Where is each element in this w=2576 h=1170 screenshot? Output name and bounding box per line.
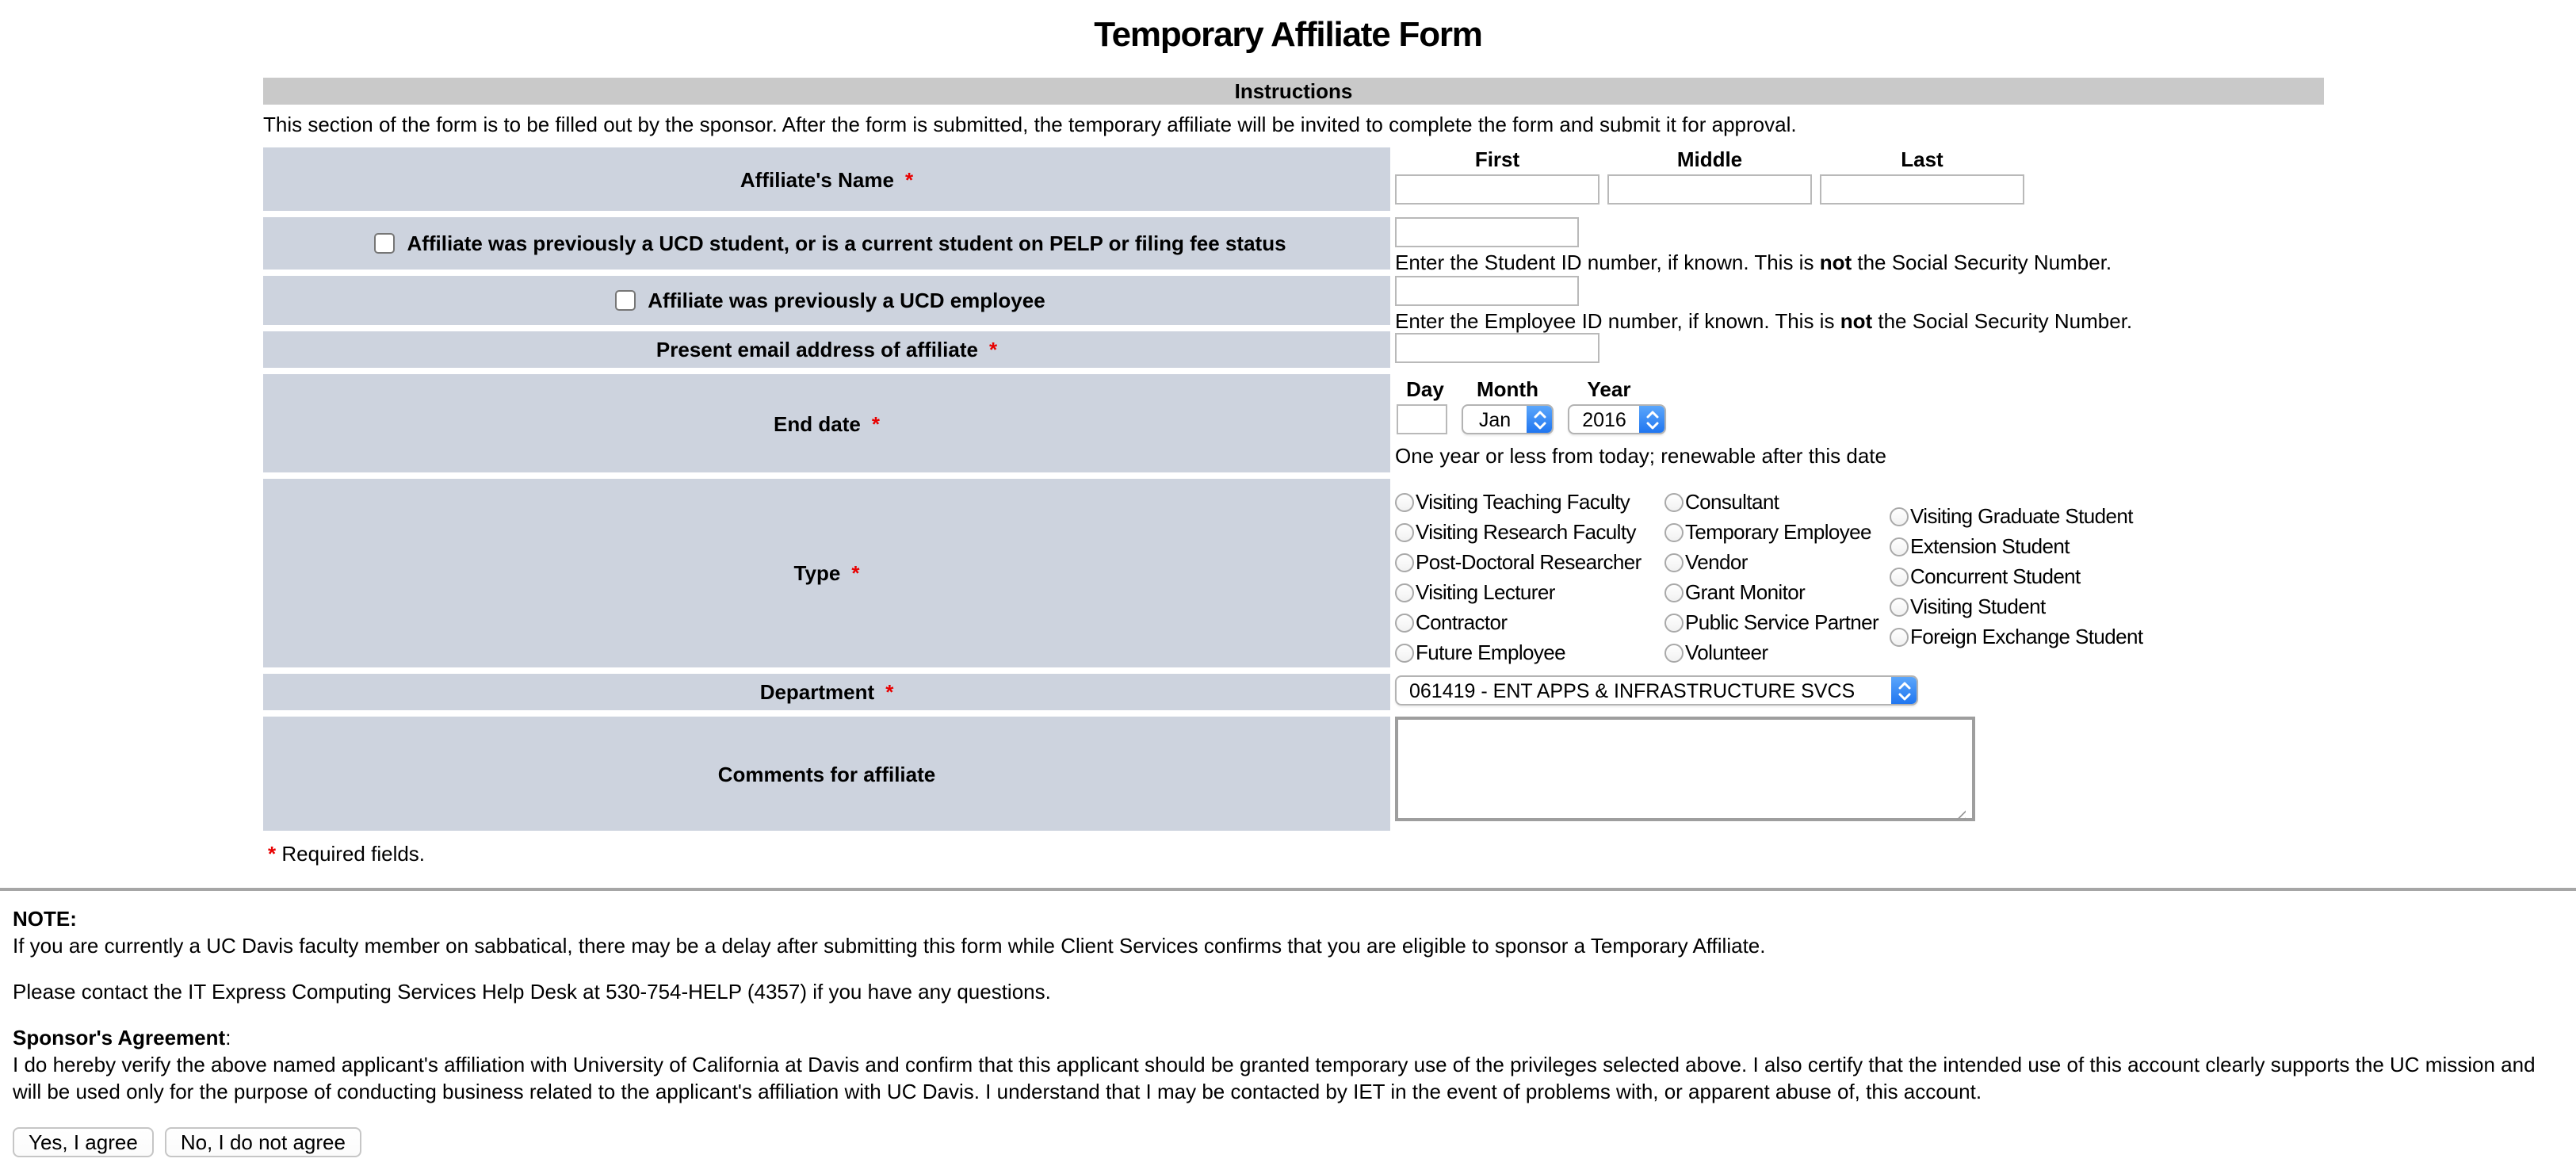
radio-temporary-employee[interactable]: [1664, 522, 1684, 541]
end-date-caption: One year or less from today; renewable after this date: [1395, 444, 1886, 468]
radio-public-service-partner[interactable]: [1664, 613, 1684, 632]
agreement-body: I do hereby verify the above named applicant's affiliation with University of California at Davis and confirm that this applicant should be granted temporary use of the privileges selected above. I also certify that the intended use of this account clearly supports the UC mission and will be used only for the purpose of conducting business related to the applicant's affiliation with UC Davis. I understand that I may be contacted by IET in the event of problems with, or apparent abuse of, this account.: [13, 1053, 2536, 1103]
required-asterisk: *: [885, 680, 894, 704]
radio-contractor[interactable]: [1395, 613, 1414, 632]
end-date-headers: [1393, 374, 2324, 401]
required-fields-note: * Required fields.: [268, 842, 426, 866]
radio-visiting-teaching-faculty[interactable]: [1395, 492, 1414, 511]
instructions-header: Instructions: [1234, 79, 1353, 103]
first-name-column: [1393, 147, 1601, 205]
ucd-employee-label-cell: [263, 276, 1390, 325]
end-date-label-cell: [263, 374, 1390, 472]
first-name-header: First: [1474, 147, 1520, 171]
student-id-input[interactable]: [1395, 217, 1579, 247]
type-label-cell: [263, 479, 1390, 667]
student-id-help: Enter the Student ID number, if known. This is not the Social Security Number.: [1395, 250, 2112, 274]
select-stepper-icon: [1527, 406, 1552, 433]
type-column-3: Visiting Graduate Student Extension Student Concurrent Student Visiting Student Foreign Exchange Student: [1890, 501, 2143, 652]
radio-vendor[interactable]: [1664, 552, 1684, 572]
radio-concurrent-student[interactable]: [1890, 567, 1909, 586]
agree-button[interactable]: Yes, I agree: [13, 1127, 154, 1157]
month-select[interactable]: [1462, 404, 1554, 434]
year-select[interactable]: [1568, 404, 1666, 434]
email-label: Present email address of affiliate: [655, 338, 978, 361]
agreement-heading: Sponsor's Agreement: [13, 1026, 226, 1050]
last-name-input[interactable]: [1820, 174, 2024, 205]
instructions-text: This section of the form is to be filled out by the sponsor. After the form is submitted, the temporary affiliate will be invited to complete the form and submit it for approval.: [263, 113, 1797, 136]
radio-extension-student[interactable]: [1890, 537, 1909, 556]
radio-grant-monitor[interactable]: [1664, 583, 1684, 602]
email-input[interactable]: [1395, 333, 1599, 363]
employee-id-cell: [1393, 276, 2324, 333]
section-divider: [0, 888, 2576, 891]
contact-text: Please contact the IT Express Computing Services Help Desk at 530-754-HELP (4357) if you have any questions.: [13, 980, 1051, 1004]
day-header: Day: [1406, 377, 1444, 401]
ucd-employee-label: Affiliate was previously a UCD employee: [648, 289, 1045, 312]
student-checkbox[interactable]: [373, 233, 394, 254]
end-date-label: End date: [774, 411, 861, 435]
required-asterisk: *: [268, 842, 277, 866]
affiliate-name-label-cell: [263, 147, 1390, 211]
employee-checkbox[interactable]: [614, 290, 635, 311]
year-header: Year: [1587, 377, 1631, 401]
select-stepper-icon: [1639, 406, 1664, 433]
comments-label: Comments for affiliate: [717, 762, 936, 786]
note-heading: NOTE:: [13, 907, 77, 931]
select-stepper-icon: [1891, 677, 1917, 704]
student-id-cell: [1393, 217, 2324, 274]
month-header: Month: [1477, 377, 1538, 401]
end-date-cell: [1393, 374, 2324, 472]
radio-foreign-exchange-student[interactable]: [1890, 627, 1909, 646]
radio-visiting-lecturer[interactable]: [1395, 583, 1414, 602]
department-select[interactable]: [1395, 675, 1918, 705]
radio-post-doctoral-researcher[interactable]: [1395, 552, 1414, 572]
department-select-cell: [1393, 674, 2324, 710]
radio-future-employee[interactable]: [1395, 643, 1414, 662]
comments-cell: [1393, 717, 2324, 831]
radio-visiting-graduate-student[interactable]: [1890, 507, 1909, 526]
comments-label-cell: [263, 717, 1390, 831]
required-asterisk: *: [851, 561, 860, 585]
email-row: [263, 331, 2324, 368]
ucd-student-label-cell: [263, 217, 1390, 270]
middle-name-header: Middle: [1676, 147, 1743, 171]
affiliate-form: [263, 78, 2324, 831]
required-asterisk: *: [871, 411, 880, 435]
affiliate-name-row: [263, 147, 2324, 211]
last-name-header: Last: [1901, 147, 1943, 171]
type-column-1: Visiting Teaching Faculty Visiting Research Faculty Post-Doctoral Researcher Visiting Lecturer Contractor Future Employee: [1395, 487, 1642, 667]
employee-id-input[interactable]: [1395, 276, 1579, 306]
month-select-value: Jan: [1478, 408, 1512, 430]
type-options-cell: [1393, 479, 2324, 667]
first-name-input[interactable]: [1395, 174, 1599, 205]
required-asterisk: *: [904, 167, 914, 191]
type-row: [263, 479, 2324, 667]
ucd-student-label: Affiliate was previously a UCD student, or is a current student on PELP or filing fee status: [407, 231, 1286, 255]
comments-row: [263, 717, 2324, 831]
required-asterisk: *: [988, 338, 998, 361]
radio-visiting-research-faculty[interactable]: [1395, 522, 1414, 541]
department-label: Department: [759, 680, 875, 704]
email-input-cell: [1393, 331, 2324, 368]
end-date-row: [263, 374, 2324, 472]
ucd-student-row: [263, 217, 2324, 274]
ucd-employee-row: [263, 276, 2324, 333]
day-input[interactable]: [1397, 404, 1447, 434]
middle-name-column: [1606, 147, 1814, 205]
footer-section: [13, 905, 2563, 1105]
note-body: If you are currently a UC Davis faculty member on sabbatical, there may be a delay after submitting this form while Client Services confirms that you are eligible to sponsor a Temporary Affiliate.: [13, 934, 1766, 958]
radio-visiting-student[interactable]: [1890, 597, 1909, 616]
department-row: [263, 674, 2324, 710]
affiliate-name-label: Affiliate's Name: [740, 167, 894, 191]
type-column-2: Consultant Temporary Employee Vendor Grant Monitor Public Service Partner Volunteer: [1664, 487, 1878, 667]
agreement-heading-line: Sponsor's Agreement:: [13, 1026, 231, 1050]
radio-volunteer[interactable]: [1664, 643, 1684, 662]
last-name-column: [1818, 147, 2026, 205]
year-select-value: 2016: [1582, 408, 1626, 430]
type-label: Type: [793, 561, 841, 585]
department-select-value: 061419 - ENT APPS & INFRASTRUCTURE SVCS: [1409, 679, 1856, 702]
instructions-header-bar: [263, 78, 2324, 105]
page-title: Temporary Affiliate Form: [1094, 14, 1482, 54]
middle-name-input[interactable]: [1607, 174, 1812, 205]
email-label-cell: [263, 331, 1390, 368]
department-label-cell: [263, 674, 1390, 710]
affiliate-name-inputs-cell: [1393, 147, 2324, 211]
agreement-buttons: [13, 1127, 2576, 1157]
comments-textarea[interactable]: [1395, 717, 1975, 821]
radio-consultant[interactable]: [1664, 492, 1684, 511]
employee-id-help: Enter the Employee ID number, if known. This is not the Social Security Number.: [1395, 309, 2133, 333]
disagree-button[interactable]: No, I do not agree: [165, 1127, 361, 1157]
